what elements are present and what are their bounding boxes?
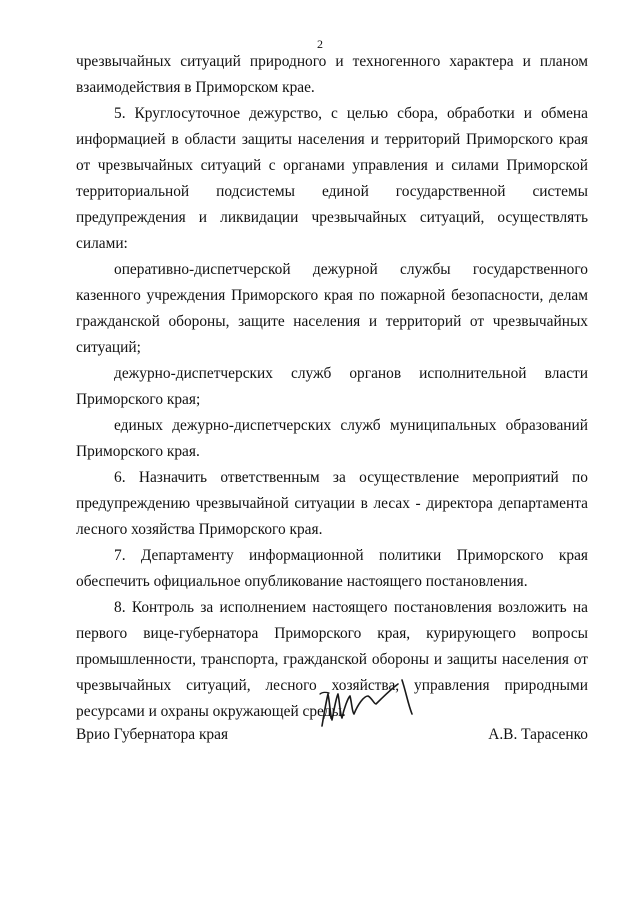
paragraph-item-7: 7. Департаменту информационной политики Приморского края обеспечить официальное опубликование настоящего постановления.	[76, 547, 588, 590]
signatory-position: Врио Губернатора края	[76, 726, 229, 743]
paragraph-service-3: единых дежурно-диспетчерских служб муниципальных образований Приморского края.	[76, 417, 588, 460]
paragraph-item-8: 8. Контроль за исполнением настоящего постановления возложить на первого вице-губернатора Приморского края, курирующего вопросы промышленности, транспорта, гражданской обороны и защиты населения от чрезвычайных ситуаций, лесного хозяйства, управления природными ресурсами и охраны окружающей среды.	[76, 599, 588, 720]
paragraph-item-6: 6. Назначить ответственным за осуществление мероприятий по предупреждению чрезвычайной ситуации в лесах - директора департамента лесного хозяйства Приморского края.	[76, 469, 588, 538]
page-number: 2	[317, 37, 323, 51]
paragraph-service-1: оперативно-диспетчерской дежурной службы государственного казенного учреждения Приморского края по пожарной безопасности, делам гражданской обороны, защите населения и территорий от чрезвычайных ситуаций;	[76, 261, 588, 356]
signature-block	[76, 724, 588, 746]
signatory-name: А.В. Тарасенко	[488, 726, 588, 743]
paragraph-continuation: чрезвычайных ситуаций природного и техногенного характера и планом взаимодействия в Приморском крае.	[76, 53, 588, 96]
paragraph-item-5: 5. Круглосуточное дежурство, с целью сбора, обработки и обмена информацией в области защиты населения и территорий Приморского края от чрезвычайных ситуаций с органами управления и силами Приморской территориальной подсистемы единой государственной системы предупреждения и ликвидации чрезвычайных ситуаций, осуществлять силами:	[76, 105, 588, 252]
document-body	[76, 49, 588, 725]
paragraph-service-2: дежурно-диспетчерских служб органов исполнительной власти Приморского края;	[76, 365, 588, 408]
